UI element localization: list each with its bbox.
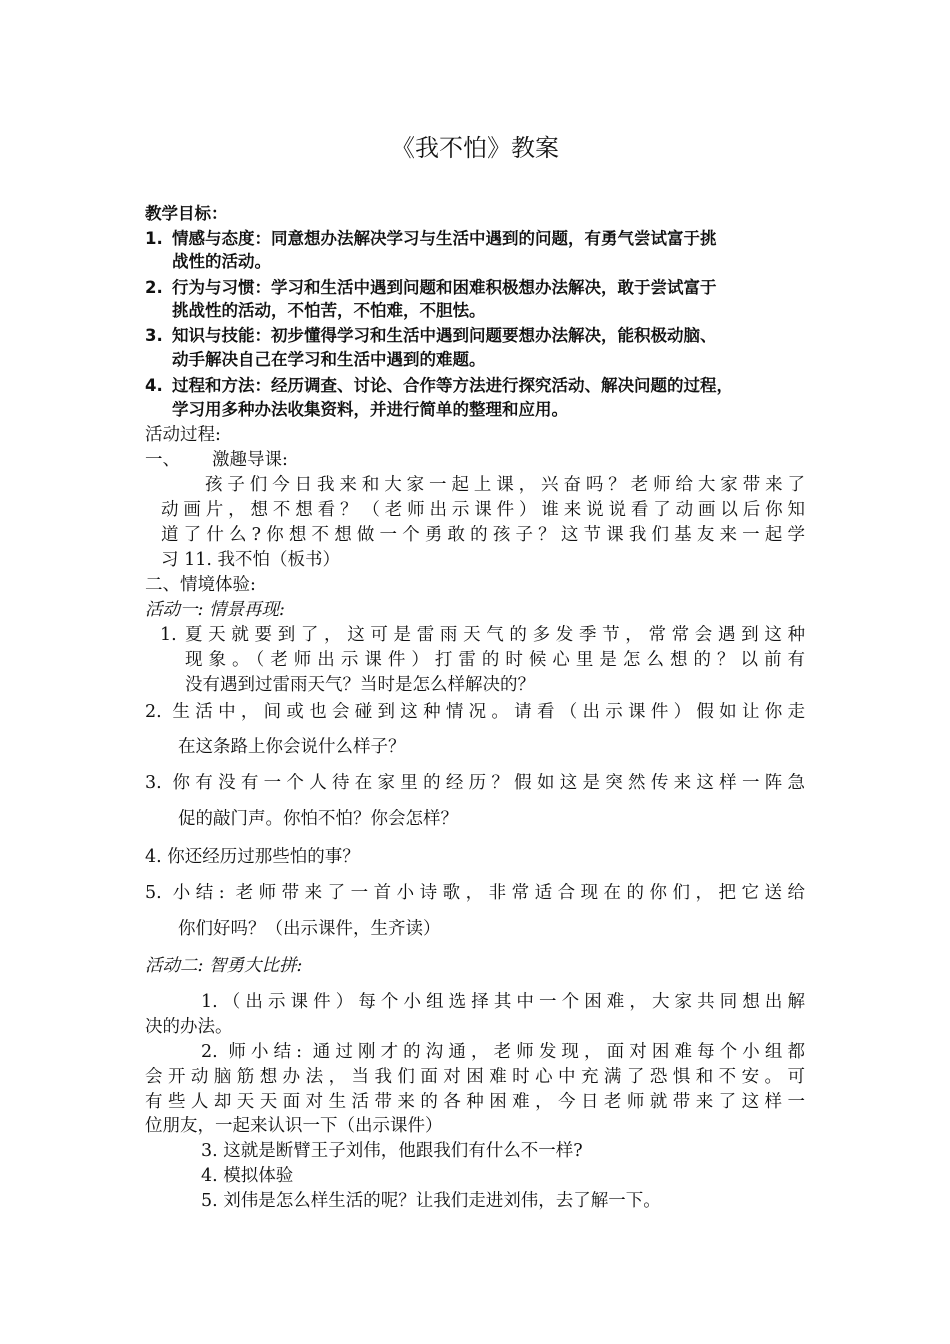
section-1-line-1: 孩子们今日我来和大家一起上课，兴奋吗？老师给大家带来了 <box>205 475 805 495</box>
section-1-line-2: 动画片，想不想看？（老师出示课件）谁来说说看了动画以后你知 <box>161 500 805 520</box>
activity-1-item-5-line-2: 你们好吗？（出示课件，生齐读） <box>178 919 441 939</box>
activity-1-heading: 活动一: 情景再现: <box>145 600 285 620</box>
activity-2-p1-line-2: 决的办法。 <box>145 1017 233 1037</box>
activity-2-p2-line-2: 会开动脑筋想办法，当我们面对困难时心中充满了恐惧和不安。可 <box>145 1067 805 1087</box>
activity-1-item-2-line-2: 在这条路上你会说什么样子？ <box>178 737 406 757</box>
goal-4-line-2: 学习用多种办法收集资料，并进行简单的整理和应用。 <box>172 400 568 419</box>
goal-3-line-2: 动手解决自己在学习和生活中遇到的难题。 <box>172 350 486 369</box>
goal-4-number: 4. <box>145 376 163 395</box>
goal-1-line-2: 战性的活动。 <box>172 252 271 271</box>
section-1-line-4: 习 11. 我不怕（板书） <box>161 550 340 570</box>
activity-1-item-1-line-2: 现象。（老师出示课件）打雷的时候心里是怎么想的？以前有 <box>185 650 805 670</box>
activity-2-p5: 5. 刘伟是怎么样生活的呢？让我们走进刘伟，去了解一下。 <box>201 1191 661 1211</box>
goal-4-line-1: 过程和方法：经历调查、讨论、合作等方法进行探究活动、解决问题的过程， <box>172 376 733 395</box>
goal-2-line-1: 行为与习惯：学习和生活中遇到问题和困难积极想办法解决，敢于尝试富于 <box>172 278 717 297</box>
document-title: 《我不怕》教案 <box>391 134 559 162</box>
goal-2-number: 2. <box>145 278 163 297</box>
goal-1-number: 1. <box>145 229 163 248</box>
activity-2-p1-line-1: 1.（出示课件）每个小组选择其中一个困难，大家共同想出解 <box>201 992 805 1012</box>
activity-1-item-5-line-1: 5. 小结: 老师带来了一首小诗歌，非常适合现在的你们，把它送给 <box>145 883 805 903</box>
activity-1-item-1-line-3: 没有遇到过雷雨天气？当时是怎么样解决的？ <box>185 675 535 695</box>
section-2-heading: 二、情境体验: <box>145 575 256 595</box>
goal-2-line-2: 挑战性的活动，不怕苦，不怕难，不胆怯。 <box>172 301 486 320</box>
section-1-number: 一、 <box>145 450 180 470</box>
activity-2-p2-line-3: 有些人却天天面对生活带来的各种困难，今日老师就带来了这样一 <box>145 1092 805 1112</box>
activity-2-p2-line-1: 2. 师小结: 通过刚才的沟通，老师发现，面对困难每个小组都 <box>201 1042 805 1062</box>
section-1-heading: 激趣导课: <box>212 450 288 470</box>
activity-2-p2-line-4: 位朋友，一起来认识一下（出示课件） <box>145 1116 443 1136</box>
goal-3-line-1: 知识与技能：初步懂得学习和生活中遇到问题要想办法解决，能积极动脑、 <box>172 326 717 345</box>
goal-3-number: 3. <box>145 326 163 345</box>
activity-2-heading: 活动二: 智勇大比拼: <box>145 956 303 976</box>
goals-heading: 教学目标： <box>145 204 228 223</box>
activity-1-item-3-line-1: 3. 你有没有一个人待在家里的经历？假如这是突然传来这样一阵急 <box>145 773 805 793</box>
activity-1-item-2-line-1: 2. 生活中，间或也会碰到这种情况。请看（出示课件）假如让你走 <box>145 702 805 722</box>
activity-1-item-4: 4. 你还经历过那些怕的事？ <box>145 847 360 867</box>
section-1-line-3: 道了什么?你想不想做一个勇敢的孩子？这节课我们基友来一起学 <box>161 525 805 545</box>
activity-1-item-3-line-2: 促的敲门声。你怕不怕？你会怎样？ <box>178 809 458 829</box>
activity-1-item-1-line-1: 夏天就要到了，这可是雷雨天气的多发季节，常常会遇到这种 <box>185 625 805 645</box>
process-heading: 活动过程: <box>145 425 221 445</box>
activity-1-item-1-number: 1. <box>160 625 177 645</box>
activity-2-p3: 3. 这就是断臂王子刘伟，他跟我们有什么不一样? <box>201 1141 583 1161</box>
goal-1-line-1: 情感与态度：同意想办法解决学习与生活中遇到的问题，有勇气尝试富于挑 <box>172 229 717 248</box>
activity-2-p4: 4. 模拟体验 <box>201 1166 294 1186</box>
